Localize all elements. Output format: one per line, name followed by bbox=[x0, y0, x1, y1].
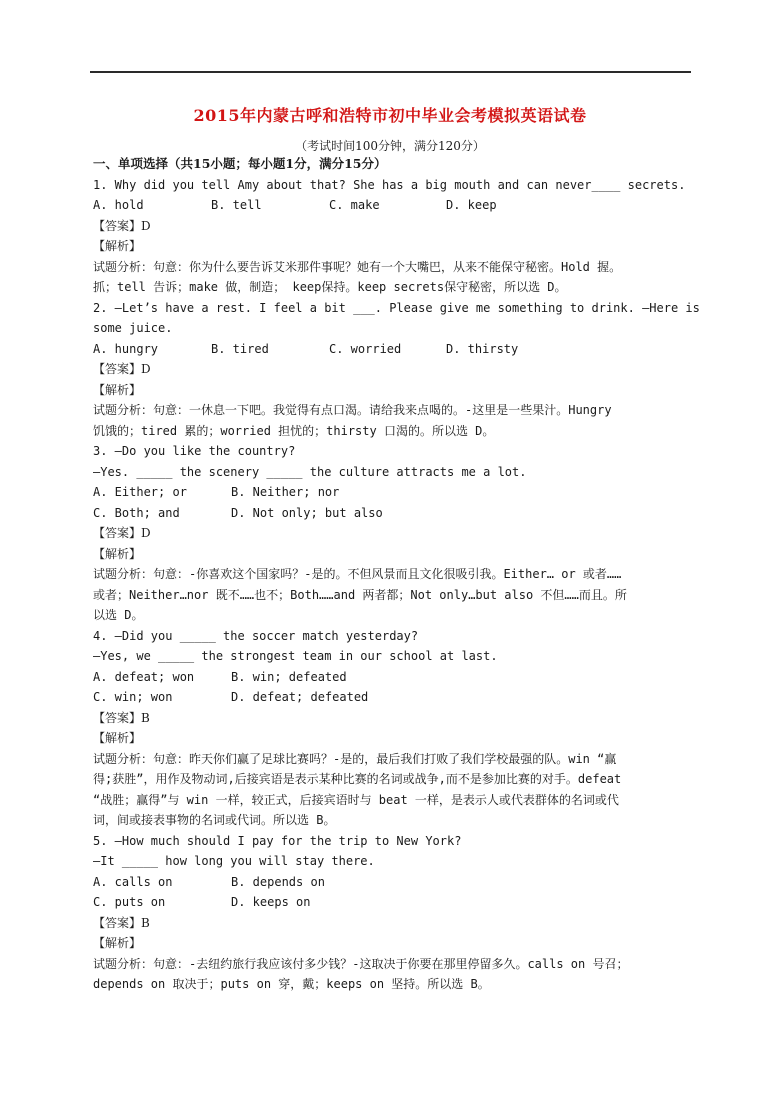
answer-line bbox=[93, 216, 693, 237]
question-stem: some juice. bbox=[93, 321, 173, 335]
answer-label: 【答案】 bbox=[93, 218, 142, 233]
answer-option: B. tell bbox=[211, 198, 262, 212]
answer-label: 【答案】 bbox=[93, 915, 142, 930]
analysis-text: 抓；tell 告诉；make 做，制造； keep保持。keep secrets保守秘密，所以选 D。 bbox=[93, 280, 567, 294]
option-row bbox=[93, 892, 693, 913]
answer-value: B bbox=[141, 915, 150, 930]
question-item bbox=[93, 298, 700, 442]
analysis-text: 试题分析：句意：你为什么要告诉艾米那件事呢？她有一个大嘴巴，从来不能保守秘密。Hold 握。 bbox=[93, 259, 622, 274]
analysis-text: “战胜；赢得”与 win 一样，较正式，后接宾语时与 beat 一样，是表示人或代表群体的名词或代 bbox=[93, 792, 619, 807]
question-stem: 2. —Let’s have a rest. I feel a bit ___. Please give me something to drink. —Here is bbox=[93, 300, 700, 315]
answer-option: B. depends on bbox=[231, 874, 325, 889]
page-title: 2015年内蒙古呼和浩特市初中毕业会考模拟英语试卷 bbox=[193, 106, 587, 125]
answer-value: D bbox=[141, 218, 151, 233]
header-rule bbox=[90, 71, 691, 73]
question-stem: —Yes. _____ the scenery _____ the culture attracts me a lot. bbox=[93, 464, 527, 479]
answer-label: 【答案】 bbox=[93, 362, 142, 376]
answer-option: C. Both; and bbox=[93, 505, 180, 520]
analysis-label: 【解析】 bbox=[93, 936, 142, 950]
exam-info: （考试时间100分钟，满分120分） bbox=[295, 139, 485, 153]
option-row bbox=[93, 195, 693, 216]
answer-label: 【答案】 bbox=[93, 526, 142, 540]
question-item bbox=[93, 831, 693, 995]
question-item bbox=[93, 441, 693, 626]
question-stem: 3. —Do you like the country? bbox=[93, 444, 296, 458]
question-stem: 5. —How much should I pay for the trip to New York? bbox=[93, 833, 462, 848]
answer-option: A. Either; or bbox=[93, 485, 187, 499]
analysis-text: 试题分析：句意：一休息一下吧。我觉得有点口渴。请给我来点喝的。-这里是一些果汁。Hungry bbox=[93, 403, 612, 417]
question-stem: —It _____ how long you will stay there. bbox=[93, 854, 375, 868]
question-stem: 1. Why did you tell Amy about that? She has a big mouth and can never____ secrets. bbox=[93, 177, 686, 192]
analysis-text: 饥饿的；tired 累的；worried 担忧的；thirsty 口渴的。所以选 D。 bbox=[93, 423, 495, 438]
answer-option: B. win; defeated bbox=[231, 669, 347, 684]
section-heading: 一、单项选择（共15小题；每小题1分，满分15分） bbox=[93, 156, 387, 171]
answer-option: A. defeat; won bbox=[93, 669, 195, 684]
answer-line bbox=[93, 913, 693, 934]
answer-line bbox=[93, 523, 693, 544]
exam-content bbox=[93, 154, 700, 995]
answer-option: B. Neither; nor bbox=[231, 485, 340, 499]
analysis-text: 试题分析：句意：-去纽约旅行我应该付多少钱？-这取决于你要在那里停留多久。calls on 号召； bbox=[93, 956, 629, 971]
analysis-text: 试题分析：句意：-你喜欢这个国家吗？-是的。不但风景而且文化很吸引我。Either… or 或者…… bbox=[93, 567, 622, 581]
answer-option: C. worried bbox=[329, 341, 402, 356]
analysis-text: 得;获胜”，用作及物动词,后接宾语是表示某种比赛的名词或战争,而不是参加比赛的对手。defeat bbox=[93, 772, 622, 786]
answer-value: B bbox=[141, 710, 150, 725]
option-row bbox=[93, 482, 693, 503]
answer-option: A. hungry bbox=[93, 341, 159, 356]
answer-option: A. hold bbox=[93, 198, 144, 212]
answer-option: C. make bbox=[329, 198, 380, 212]
option-row bbox=[93, 872, 693, 893]
question-item bbox=[93, 626, 693, 831]
answer-line bbox=[93, 708, 693, 729]
analysis-text: 词，间或接表事物的名词或代词。所以选 B。 bbox=[93, 813, 336, 827]
option-row bbox=[93, 503, 693, 524]
analysis-text: depends on 取决于；puts on 穿，戴；keeps on 坚持。所以选 B。 bbox=[93, 977, 490, 991]
analysis-label: 【解析】 bbox=[93, 239, 142, 253]
answer-option: D. keeps on bbox=[231, 895, 311, 909]
answer-option: D. Not only; but also bbox=[231, 505, 383, 520]
question-stem: —Yes, we _____ the strongest team in our school at last. bbox=[93, 649, 498, 663]
analysis-label: 【解析】 bbox=[93, 546, 142, 561]
answer-option: D. defeat; defeated bbox=[231, 690, 369, 704]
answer-label: 【答案】 bbox=[93, 710, 142, 725]
answer-option: C. win; won bbox=[93, 690, 173, 704]
option-row bbox=[93, 339, 693, 360]
analysis-label: 【解析】 bbox=[93, 731, 142, 745]
answer-option: D. keep bbox=[446, 198, 497, 212]
question-item bbox=[93, 175, 693, 298]
question-stem: 4. —Did you _____ the soccer match yesterday? bbox=[93, 628, 419, 643]
analysis-text: 试题分析：句意：昨天你们赢了足球比赛吗？-是的，最后我们打败了我们学校最强的队。win “赢 bbox=[93, 751, 617, 766]
analysis-label: 【解析】 bbox=[93, 382, 142, 397]
answer-value: D bbox=[141, 526, 151, 540]
answer-option: D. thirsty bbox=[446, 341, 519, 356]
answer-option: A. calls on bbox=[93, 874, 173, 889]
analysis-text: 以选 D。 bbox=[93, 608, 144, 622]
analysis-text: 或者；Neither…nor 既不……也不；Both……and 两者都；Not only…but also 不但……而且。所 bbox=[93, 587, 627, 602]
answer-option: B. tired bbox=[211, 341, 269, 356]
answer-value: D bbox=[141, 362, 151, 376]
option-row bbox=[93, 687, 693, 708]
answer-line bbox=[93, 359, 693, 380]
answer-option: C. puts on bbox=[93, 895, 166, 909]
option-row bbox=[93, 667, 693, 688]
